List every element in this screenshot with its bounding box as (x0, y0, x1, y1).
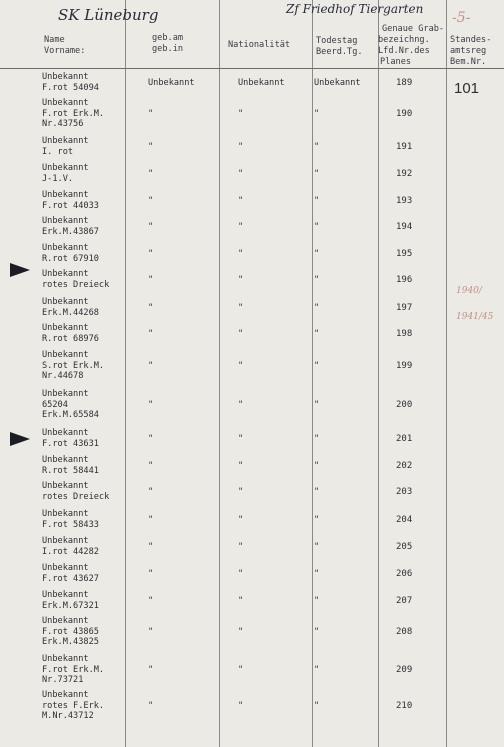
arrow-marker-icon (10, 432, 30, 446)
row-nationality: " (238, 360, 244, 371)
row-geb: " (148, 248, 154, 259)
row-name: Unbekannt Erk.M.43867 (42, 216, 99, 237)
row-geb: " (148, 221, 154, 232)
row-grab-nr: 207 (396, 595, 413, 606)
row-nationality: " (238, 141, 244, 152)
row-name: Unbekannt R.rot 67910 (42, 243, 99, 264)
row-nationality: " (238, 274, 244, 285)
row-nationality: " (238, 399, 244, 410)
row-geb: " (148, 195, 154, 206)
arrow-marker-icon (10, 263, 30, 277)
row-grab-nr: 197 (396, 302, 413, 313)
row-geb: " (148, 460, 154, 471)
row-grab-nr: 195 (396, 248, 413, 259)
row-name: Unbekannt F.rot 54094 (42, 72, 99, 93)
row-geb: " (148, 595, 154, 606)
row-grab-nr: 194 (396, 221, 413, 232)
row-grab-nr: 206 (396, 568, 413, 579)
row-geb: " (148, 664, 154, 675)
row-todestag: " (314, 328, 320, 339)
row-nationality: " (238, 626, 244, 637)
row-name: Unbekannt Erk.M.67321 (42, 590, 99, 611)
row-name: Unbekannt F.rot 43631 (42, 428, 99, 449)
row-standesamt: 101 (454, 79, 480, 97)
row-name: Unbekannt rotes Dreieck (42, 481, 110, 502)
cemetery-title: Zf Friedhof Tiergarten (286, 2, 424, 16)
row-nationality: " (238, 460, 244, 471)
row-todestag: " (314, 433, 320, 444)
row-grab-nr: 200 (396, 399, 413, 410)
row-nationality: " (238, 568, 244, 579)
row-todestag: " (314, 195, 320, 206)
row-name: Unbekannt I. rot (42, 136, 89, 157)
row-grab-nr: 202 (396, 460, 413, 471)
row-grab-nr: 209 (396, 664, 413, 675)
row-todestag: " (314, 108, 320, 119)
row-geb: " (148, 274, 154, 285)
place-title: SK Lüneburg (58, 6, 159, 24)
row-name: Unbekannt J-1.V. (42, 163, 89, 184)
row-name: Unbekannt rotes F.Erk. M.Nr.43712 (42, 690, 105, 722)
row-nationality: " (238, 486, 244, 497)
row-todestag: " (314, 302, 320, 313)
row-nationality: Unbekannt (238, 77, 285, 88)
row-geb: " (148, 108, 154, 119)
row-todestag: " (314, 274, 320, 285)
row-nationality: " (238, 302, 244, 313)
row-nationality: " (238, 328, 244, 339)
row-grab-nr: 204 (396, 514, 413, 525)
row-grab-nr: 210 (396, 700, 413, 711)
row-todestag: " (314, 595, 320, 606)
divider-name (125, 0, 126, 747)
row-grab-nr: 191 (396, 141, 413, 152)
row-geb: " (148, 626, 154, 637)
row-grab-nr: 189 (396, 77, 413, 88)
row-nationality: " (238, 248, 244, 259)
row-nationality: " (238, 514, 244, 525)
row-geb: Unbekannt (148, 77, 195, 88)
row-geb: " (148, 399, 154, 410)
row-grab-nr: 199 (396, 360, 413, 371)
row-todestag: " (314, 700, 320, 711)
row-nationality: " (238, 433, 244, 444)
row-todestag: " (314, 486, 320, 497)
row-grab-nr: 190 (396, 108, 413, 119)
row-nationality: " (238, 664, 244, 675)
row-geb: " (148, 700, 154, 711)
divider-tod (378, 0, 379, 747)
header-name: Name Vorname: (44, 35, 86, 56)
header-standesamt: Standes- amtsreg Bem.Nr. (450, 35, 492, 67)
row-todestag: " (314, 626, 320, 637)
header-nationality: Nationalität (228, 40, 291, 50)
row-todestag: " (314, 460, 320, 471)
row-todestag: " (314, 568, 320, 579)
row-grab-nr: 203 (396, 486, 413, 497)
row-grab-nr: 201 (396, 433, 413, 444)
row-grab-nr: 208 (396, 626, 413, 637)
row-geb: " (148, 514, 154, 525)
row-nationality: " (238, 221, 244, 232)
row-grab-nr: 205 (396, 541, 413, 552)
row-name: Unbekannt R.rot 68976 (42, 323, 99, 344)
row-name: Unbekannt F.rot 43865 Erk.M.43825 (42, 616, 99, 648)
row-nationality: " (238, 595, 244, 606)
row-geb: " (148, 168, 154, 179)
row-nationality: " (238, 108, 244, 119)
header-todestag: Todestag Beerd.Tg. (316, 36, 363, 57)
page-mark: -5- (452, 10, 471, 26)
row-geb: " (148, 486, 154, 497)
margin-note: 1941/45 (456, 312, 494, 322)
row-name: Unbekannt I.rot 44282 (42, 536, 99, 557)
row-todestag: " (314, 141, 320, 152)
divider-grab (446, 0, 447, 747)
margin-note: 1940/ (456, 286, 482, 296)
row-todestag: Unbekannt (314, 77, 361, 88)
header-rule (0, 68, 504, 69)
row-geb: " (148, 568, 154, 579)
row-name: Unbekannt rotes Dreieck (42, 269, 110, 290)
header-geb: geb.am geb.in (152, 33, 184, 54)
row-nationality: " (238, 195, 244, 206)
row-name: Unbekannt F.rot 43627 (42, 563, 99, 584)
row-grab-nr: 198 (396, 328, 413, 339)
row-nationality: " (238, 700, 244, 711)
row-grab-nr: 193 (396, 195, 413, 206)
row-todestag: " (314, 221, 320, 232)
row-name: Unbekannt S.rot Erk.M. Nr.44678 (42, 350, 105, 382)
row-name: Unbekannt 65204 Erk.M.65584 (42, 389, 99, 421)
row-todestag: " (314, 664, 320, 675)
row-name: Unbekannt R.rot 58441 (42, 455, 99, 476)
row-geb: " (148, 141, 154, 152)
row-geb: " (148, 302, 154, 313)
row-geb: " (148, 360, 154, 371)
row-name: Unbekannt F.rot 44033 (42, 190, 99, 211)
row-name: Unbekannt F.rot Erk.M. Nr.73721 (42, 654, 105, 686)
row-todestag: " (314, 168, 320, 179)
row-geb: " (148, 328, 154, 339)
row-grab-nr: 196 (396, 274, 413, 285)
row-todestag: " (314, 541, 320, 552)
row-geb: " (148, 541, 154, 552)
header-grab: Genaue Grab- bezeichng. Lfd.Nr.des Planes (378, 24, 445, 67)
divider-geb (219, 0, 220, 747)
row-geb: " (148, 433, 154, 444)
row-todestag: " (314, 514, 320, 525)
row-nationality: " (238, 541, 244, 552)
row-todestag: " (314, 399, 320, 410)
row-nationality: " (238, 168, 244, 179)
row-todestag: " (314, 360, 320, 371)
row-grab-nr: 192 (396, 168, 413, 179)
row-todestag: " (314, 248, 320, 259)
divider-nat (312, 0, 313, 747)
row-name: Unbekannt F.rot Erk.M. Nr.43756 (42, 98, 105, 130)
row-name: Unbekannt Erk.M.44268 (42, 297, 99, 318)
row-name: Unbekannt F.rot 58433 (42, 509, 99, 530)
